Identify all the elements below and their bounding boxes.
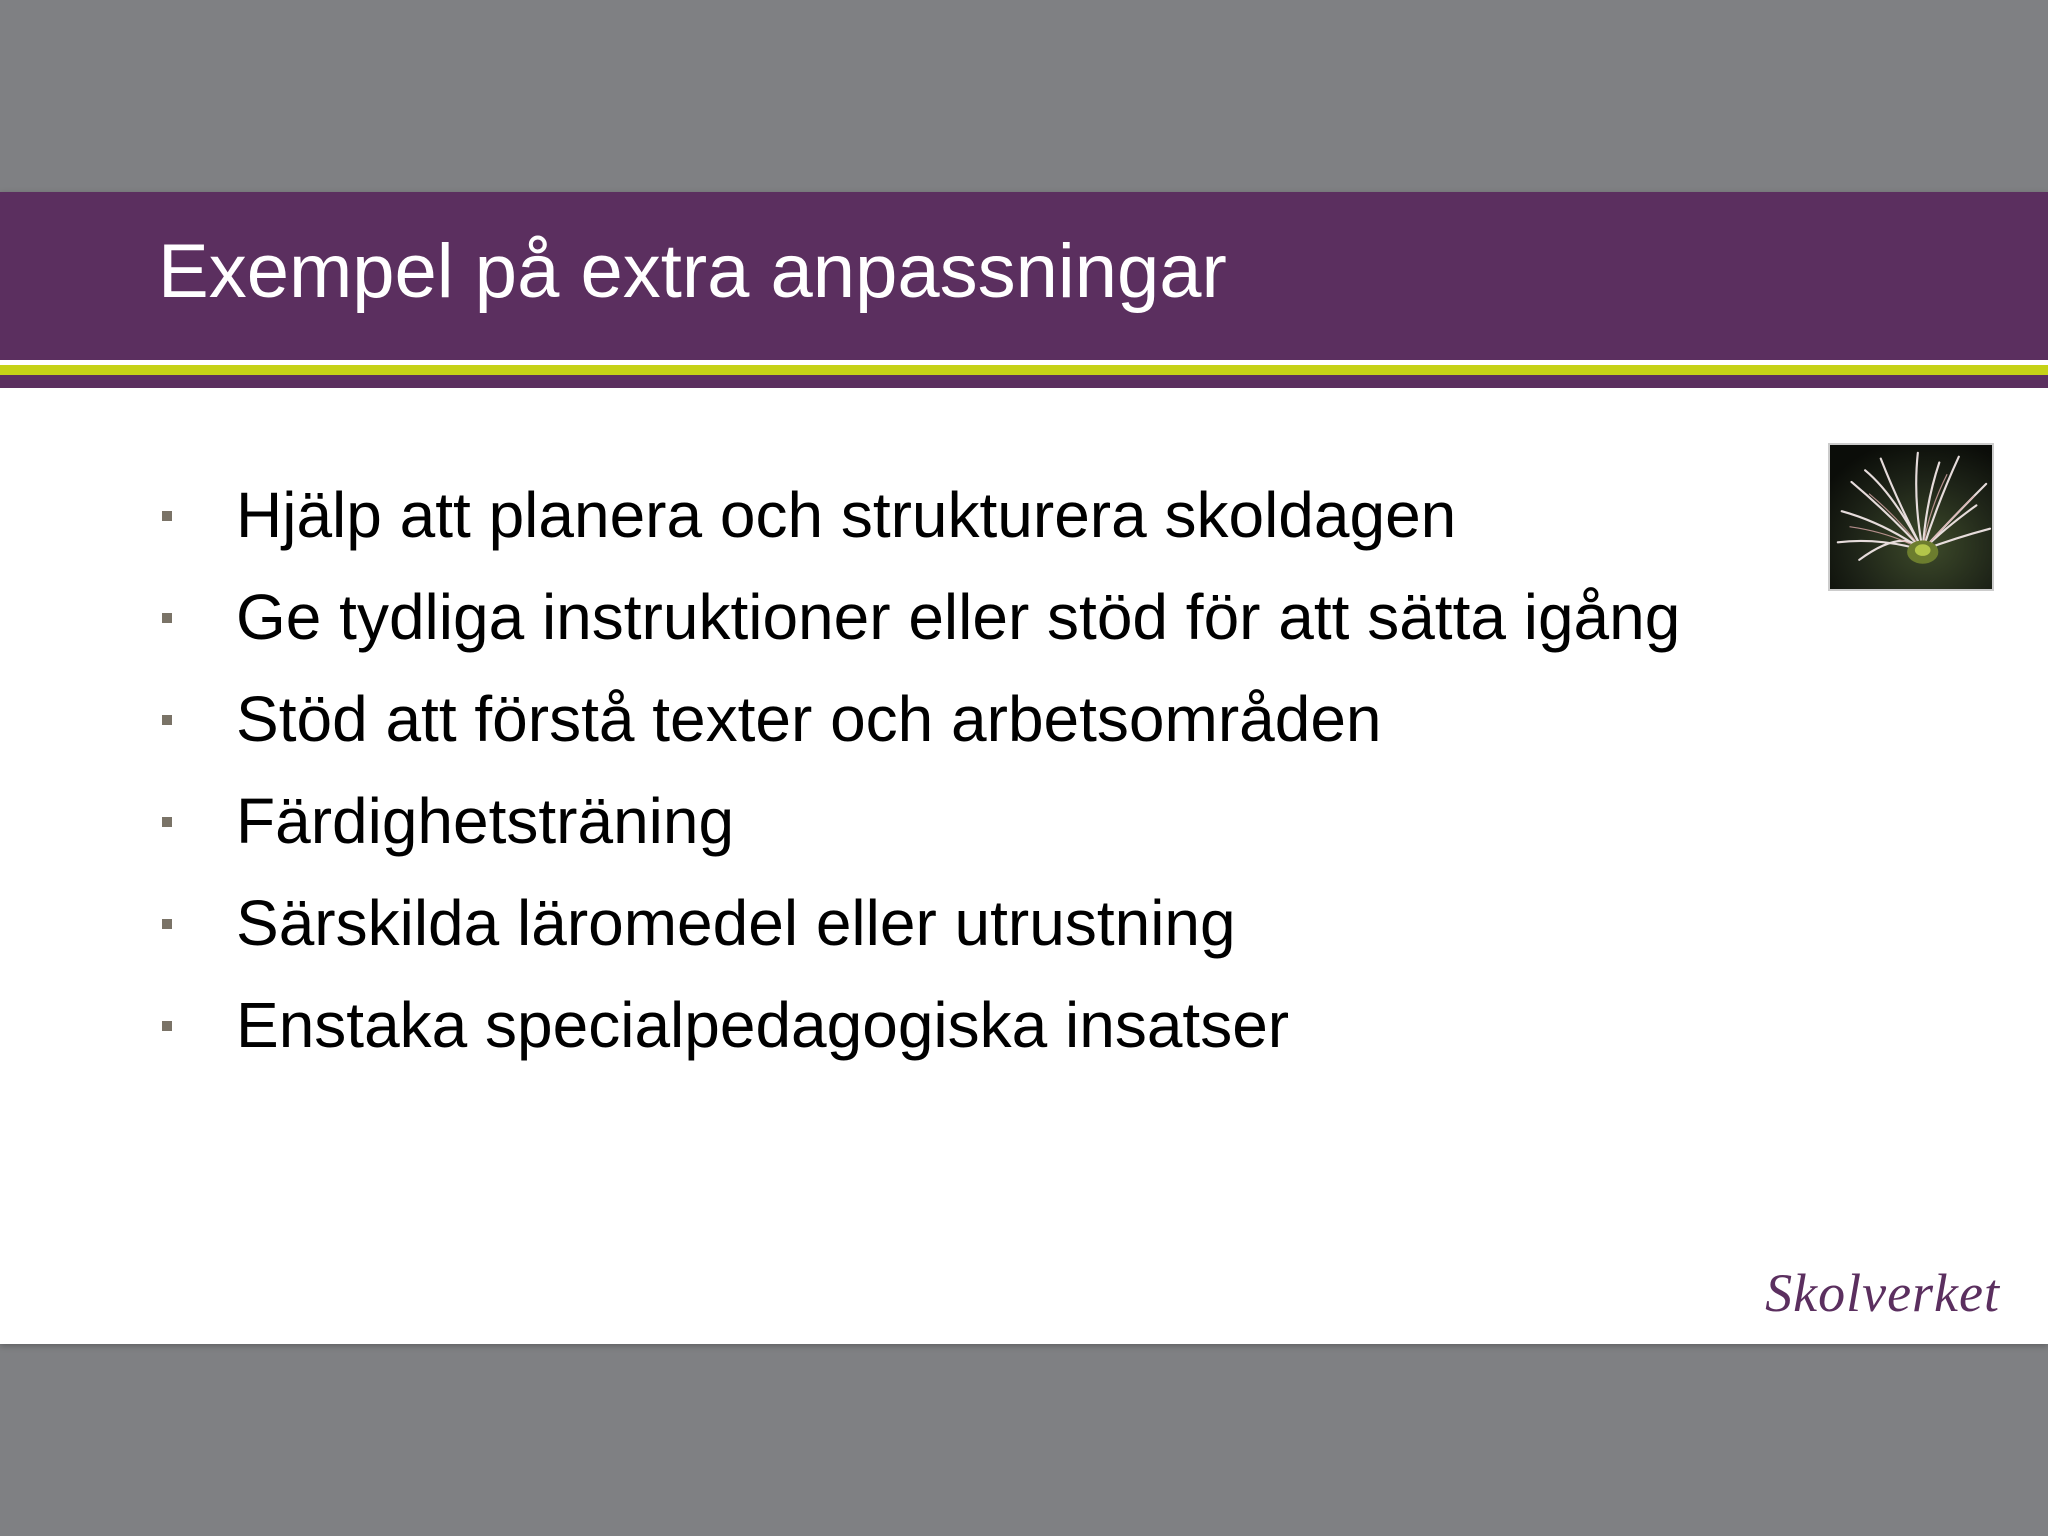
bullet-square-icon xyxy=(162,817,172,827)
bullet-text: Enstaka specialpedagogiska insatser xyxy=(236,989,1290,1061)
bullet-text: Ge tydliga instruktioner eller stöd för att sätta igång xyxy=(236,581,1681,653)
bullet-square-icon xyxy=(162,1021,172,1031)
divider-stripe-lime xyxy=(0,365,2048,375)
bullet-square-icon xyxy=(162,613,172,623)
bullet-square-icon xyxy=(162,919,172,929)
slide-title: Exempel på extra anpassningar xyxy=(158,229,1227,314)
bullet-text: Stöd att förstå texter och arbetsområden xyxy=(236,683,1382,755)
bullet-square-icon xyxy=(162,511,172,521)
skolverket-logo: Skolverket xyxy=(1765,1263,2000,1323)
bullet-text: Särskilda läromedel eller utrustning xyxy=(236,887,1236,959)
bullet-text: Färdighetsträning xyxy=(236,785,735,857)
flower-photo-icon xyxy=(1828,443,1994,591)
title-bar xyxy=(0,192,2048,360)
slide xyxy=(0,192,2048,1344)
bullet-square-icon xyxy=(162,715,172,725)
bullet-text: Hjälp att planera och strukturera skoldagen xyxy=(236,479,1457,551)
divider-stripe-purple xyxy=(0,375,2048,388)
